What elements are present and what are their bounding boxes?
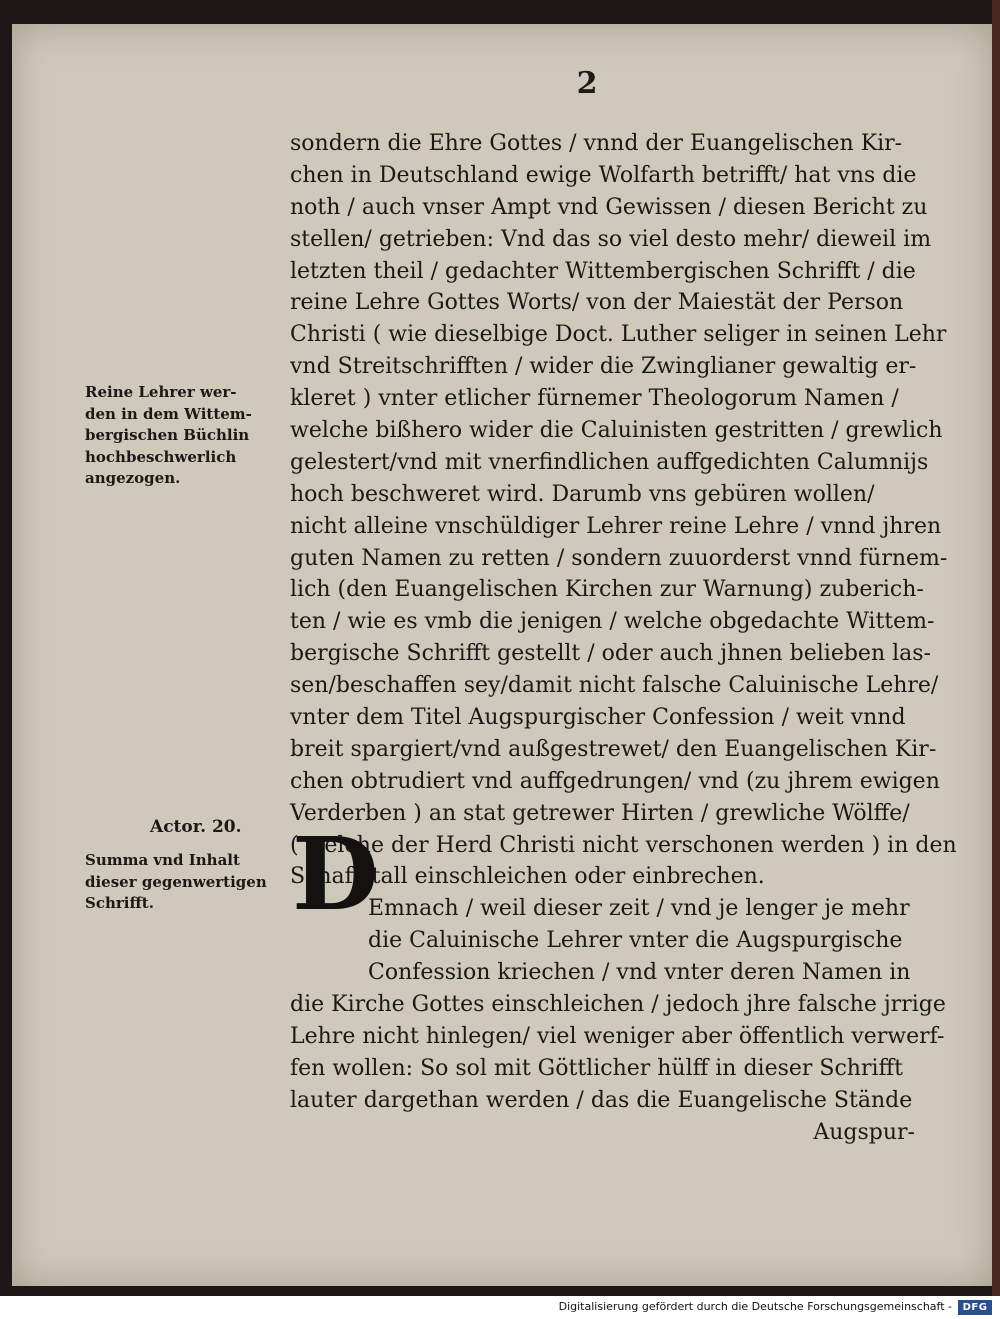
text-line: hoch beschweret wird. Darumb vns gebüren wollen/ <box>290 481 875 507</box>
text-line: Verderben ) an stat getrewer Hirten / grewliche Wölffe/ <box>290 800 910 826</box>
text-line: guten Namen zu retten / sondern zuuorderst vnnd fürnem- <box>290 545 948 571</box>
decorated-initial: D <box>292 815 379 933</box>
marginal-note-line: Summa vnd Inhalt <box>85 851 240 869</box>
text-line: letzten theil / gedachter Wittembergischen Schrifft / die <box>290 258 916 284</box>
page-edge <box>992 0 1000 1296</box>
text-line: ( welche der Herd Christi nicht verschonen werden ) in den <box>290 832 957 858</box>
marginal-note-line: Reine Lehrer wer- <box>85 383 237 401</box>
text-line: chen obtrudiert vnd auffgedrungen/ vnd (zu jhrem ewigen <box>290 768 940 794</box>
text-line: ten / wie es vmb die jenigen / welche obgedachte Wittem- <box>290 609 935 635</box>
text-line: bergische Schrifft gestellt / oder auch jhnen belieben las- <box>290 641 931 667</box>
text-line: vnter dem Titel Augspurgischer Confession / weit vnnd <box>290 705 906 731</box>
marginal-note-line: Schrifft. <box>85 894 154 912</box>
text-line: die Caluinische Lehrer vnter die Augspurgische <box>368 928 903 954</box>
page-number: 2 <box>576 66 598 101</box>
text-line: lich (den Euangelischen Kirchen zur Warnung) zuberich- <box>290 577 924 603</box>
text-line: lauter dargethan werden / das die Euangelische Stände <box>290 1087 913 1113</box>
text-line: nicht alleine vnschüldiger Lehrer reine Lehre / vnnd jhren <box>290 513 942 539</box>
text-line: Christi ( wie dieselbige Doct. Luther seliger in seinen Lehr <box>290 322 947 348</box>
dfg-logo: DFG <box>958 1300 992 1315</box>
text-line: Emnach / weil dieser zeit / vnd je lenger je mehr <box>368 896 910 922</box>
text-line: sondern die Ehre Gottes / vnnd der Euangelischen Kir- <box>290 131 903 156</box>
marginal-note-line: Actor. 20. <box>150 817 242 837</box>
text-line: vnd Streitschrifften / wider die Zwinglianer gewaltig er- <box>290 354 917 380</box>
text-line: stellen/ getrieben: Vnd das so viel desto mehr/ dieweil im <box>290 226 932 252</box>
text-line: chen in Deutschland ewige Wolfarth betrifft/ hat vns die <box>290 162 917 188</box>
text-line: die Kirche Gottes einschleichen / jedoch jhre falsche jrrige <box>290 992 946 1018</box>
marginal-note-line: dieser gegenwertigen <box>85 872 267 891</box>
catchword: Augspur- <box>813 1119 915 1145</box>
marginal-note-line: hochbeschwerlich <box>85 447 237 466</box>
footer-bar <box>0 1299 1000 1319</box>
text-line: fen wollen: So sol mit Göttlicher hülff in dieser Schrifft <box>290 1055 904 1081</box>
text-line: breit spargiert/vnd außgestrewet/ den Euangelischen Kir- <box>290 736 937 762</box>
text-line: noth / auch vnser Ampt vnd Gewissen / diesen Bericht zu <box>290 194 928 220</box>
text-line: Schaffstall einschleichen oder einbrechen. <box>290 864 765 890</box>
text-line: sen/beschaffen sey/damit nicht falsche Caluinische Lehre/ <box>290 673 939 699</box>
text-line: welche bißhero wider die Caluinisten gestritten / grewlich <box>290 418 943 444</box>
funding-notice: Digitalisierung gefördert durch die Deutsche Forschungsgemeinschaft - <box>558 1300 952 1313</box>
marginal-note-line: angezogen. <box>85 469 181 487</box>
body-text <box>290 128 957 1149</box>
text-line: gelestert/vnd mit vnerfindlichen auffgedichten Calumnijs <box>290 449 929 475</box>
marginal-note-line: bergischen Büchlin <box>85 426 250 444</box>
marginal-note-summary <box>85 850 285 915</box>
text-line: Confession kriechen / vnd vnter deren Namen in <box>368 960 911 986</box>
marginal-note-line: den in dem Wittem- <box>85 404 252 423</box>
text-line: reine Lehre Gottes Worts/ von der Maiestät der Person <box>290 290 904 316</box>
marginal-note-teachers <box>85 382 285 490</box>
text-line: Lehre nicht hinlegen/ viel weniger aber öffentlich verwerf- <box>290 1023 945 1049</box>
marginal-note-reference <box>150 817 290 839</box>
text-line: kleret ) vnter etlicher fürnemer Theologorum Namen / <box>290 386 899 412</box>
